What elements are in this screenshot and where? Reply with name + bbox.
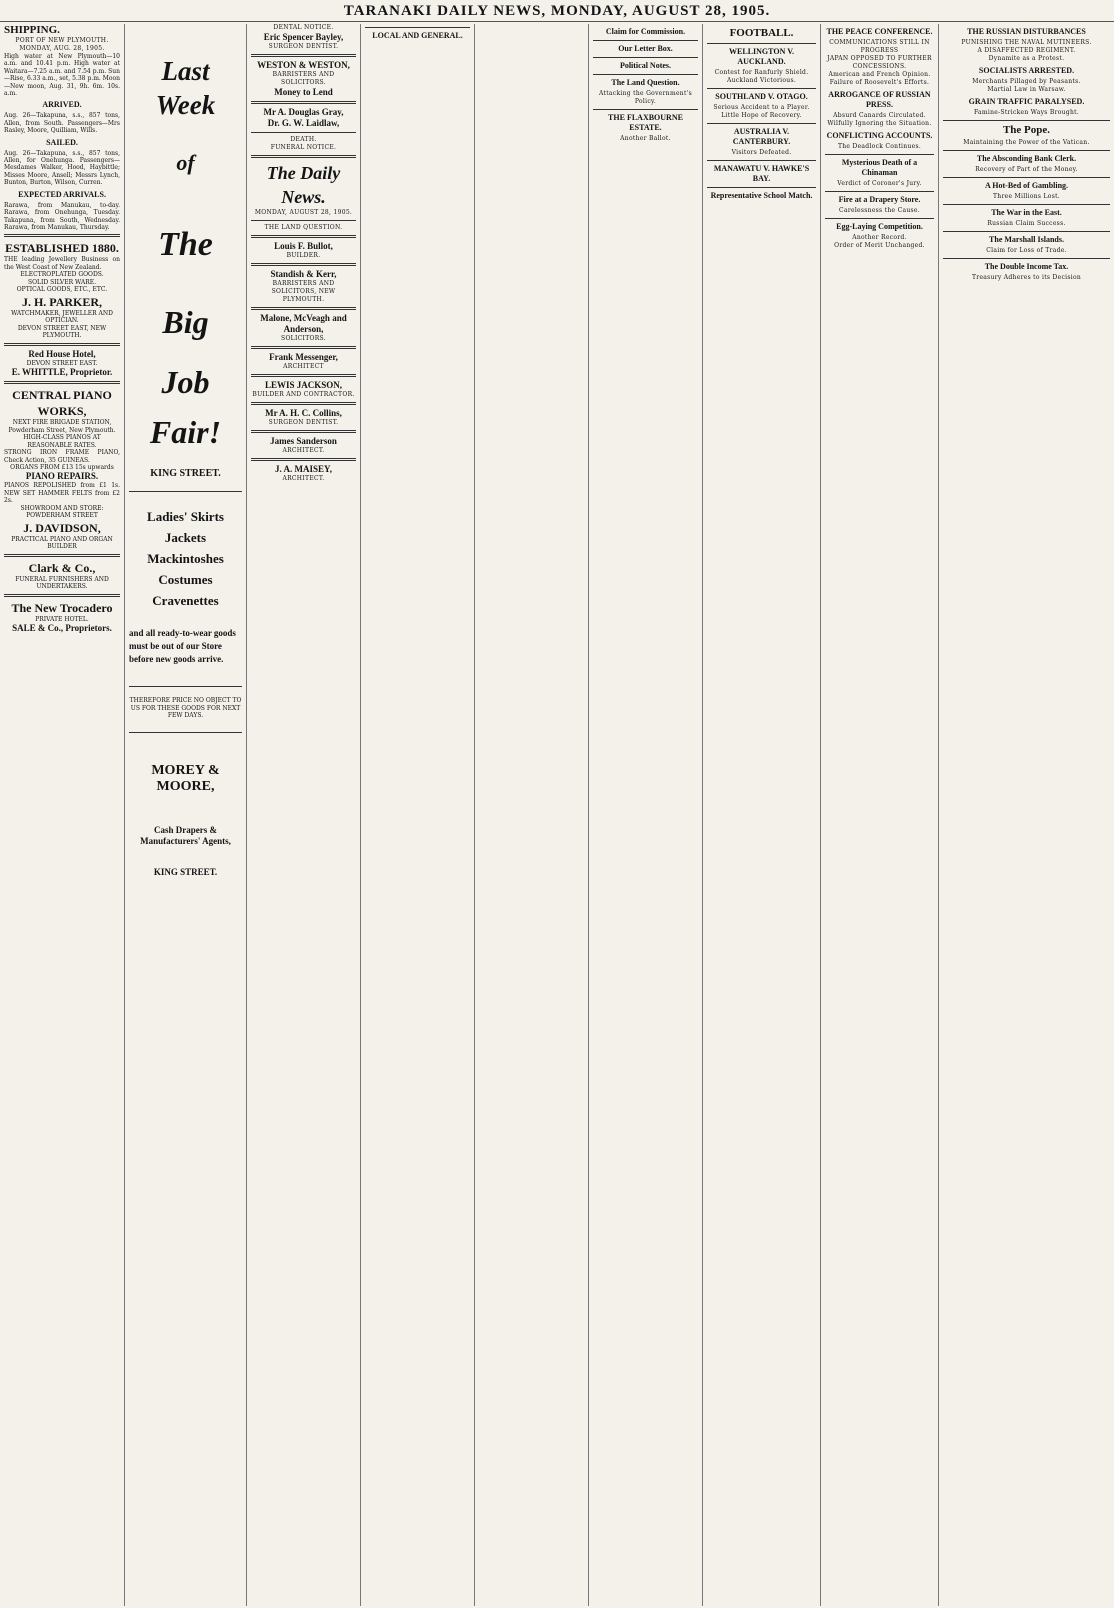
expected-heading: EXPECTED ARRIVALS. xyxy=(18,189,106,199)
redhouse-address: DEVON STREET EAST. xyxy=(26,359,98,367)
repairs-text: PIANOS REPOLISHED from £1 1s. NEW SET HAMMER FELTS from £2 2s. xyxy=(4,482,120,505)
income-tax-heading: The Double Income Tax. xyxy=(984,262,1069,271)
carelessness-sub: Carelessness the Cause. xyxy=(839,207,920,214)
optical-text: OPTICAL GOODS, ETC., ETC. xyxy=(16,286,108,294)
job-text: Job xyxy=(161,364,210,400)
column-shipping xyxy=(0,24,124,1606)
column-commission xyxy=(588,24,702,1606)
central-piano-name: CENTRAL PIANO WORKS, xyxy=(12,388,112,419)
messenger-trade: ARCHITECT xyxy=(283,363,324,370)
daily-news-heading: The Daily News. xyxy=(266,163,341,207)
maisey-trade: ARCHITECT. xyxy=(282,475,325,482)
land-question-heading-2: The Land Question. xyxy=(611,78,680,87)
gambling-heading: A Hot-Bed of Gambling. xyxy=(984,181,1069,190)
weston-trade: BARRISTERS AND SOLICITORS. xyxy=(272,71,335,86)
punishing-sub: PUNISHING THE NAVAL MUTINEERS. xyxy=(961,39,1092,46)
port-heading: PORT OF NEW PLYMOUTH. xyxy=(15,37,109,44)
arrived-heading: ARRIVED. xyxy=(42,100,82,110)
money-to-lend: Money to Lend xyxy=(274,87,333,97)
weston-name: WESTON & WESTON, xyxy=(257,60,350,70)
trocadero-type: PRIVATE HOTEL. xyxy=(35,615,89,623)
parker-address: DEVON STREET EAST, NEW PLYMOUTH. xyxy=(17,324,107,340)
socialists-heading: SOCIALISTS ARRESTED. xyxy=(978,66,1075,75)
little-hope-sub: Little Hope of Recovery. xyxy=(721,112,802,119)
egg-laying-heading: Egg-Laying Competition. xyxy=(836,222,923,231)
japan-opposed-sub: JAPAN OPPOSED TO FURTHER CONCESSIONS. xyxy=(827,55,932,70)
three-millions-sub: Three Millions Lost. xyxy=(992,193,1061,200)
absconding-heading: The Absconding Bank Clerk. xyxy=(976,154,1077,163)
redhouse-name: Red House Hotel, xyxy=(28,348,96,359)
column-football xyxy=(702,24,820,1606)
fair-text: Fair! xyxy=(149,414,222,450)
peace-conference-heading: THE PEACE CONFERENCE. xyxy=(826,27,933,36)
claim-loss-sub: Claim for Loss of Trade. xyxy=(986,247,1067,254)
malone-name: Malone, McVeagh and Anderson, xyxy=(260,313,347,334)
morey-moore-trade: Cash Drapers & Manufacturers' Agents, xyxy=(140,824,231,846)
wellington-auckland-heading: WELLINGTON V. AUCKLAND. xyxy=(729,47,794,66)
deadlock-sub: The Deadlock Continues. xyxy=(837,143,922,150)
collins-trade: SURGEON DENTIST. xyxy=(268,419,339,426)
standish-trade: BARRISTERS AND SOLICITORS, NEW PLYMOUTH. xyxy=(271,280,336,303)
flaxbourne-heading: THE FLAXBOURNE ESTATE. xyxy=(608,113,683,132)
marshall-heading: The Marshall Islands. xyxy=(989,235,1064,244)
davidson-name: J. DAVIDSON, xyxy=(23,520,101,535)
manawatu-hawkes-heading: MANAWATU V. HAWKE'S BAY. xyxy=(713,164,810,183)
bullot-name: Louis F. Bullot, xyxy=(274,241,333,251)
dental-notice: DENTAL NOTICE. xyxy=(273,24,334,31)
column-local-general xyxy=(360,24,474,1606)
arrived-text: Aug. 26—Takapuna, s.s., 857 tons, Allen, from South. Passengers—Mrs Rasley, Moore, Quilliam, Wills. xyxy=(4,112,120,135)
drapery-fire-heading: Fire at a Drapery Store. xyxy=(838,195,921,204)
jackets: Jackets xyxy=(164,530,207,546)
column-russian xyxy=(938,24,1114,1606)
column-general-news xyxy=(474,24,588,1606)
flaxbourne-sub: Another Ballot. xyxy=(620,135,671,142)
merchants-sub: Merchants Pillaged by Peasants. xyxy=(972,78,1081,85)
sanderson-name: James Sanderson xyxy=(270,436,337,446)
masthead-title: TARANAKI DAILY NEWS, MONDAY, AUGUST 28, 1905. xyxy=(343,3,771,19)
whittle-name: E. WHITTLE, Proprietor. xyxy=(11,367,113,378)
big-text: Big xyxy=(162,304,209,340)
sailed-heading: SAILED. xyxy=(46,137,78,147)
auckland-victorious: Auckland Victorious. xyxy=(726,77,797,84)
recovery-sub: Recovery of Part of the Money. xyxy=(975,166,1078,173)
sanderson-trade: ARCHITECT. xyxy=(282,447,325,454)
bullot-trade: BUILDER. xyxy=(286,252,321,259)
collins-name: Mr A. H. C. Collins, xyxy=(265,408,342,418)
standish-name: Standish & Kerr, xyxy=(270,269,337,279)
pope-heading: The Pope. xyxy=(1002,124,1051,136)
masthead xyxy=(0,0,1114,22)
bayley-trade: SURGEON DENTIST. xyxy=(268,43,339,50)
political-notes-heading: Political Notes. xyxy=(619,61,672,70)
ladies-skirts: Ladies' Skirts xyxy=(147,509,224,525)
claim-commission-heading: Claim for Commission. xyxy=(605,27,686,36)
funeral-heading: FUNERAL NOTICE. xyxy=(270,144,337,151)
football-heading: FOOTBALL. xyxy=(729,27,794,39)
arrogance-heading: ARROGANCE OF RUSSIAN PRESS. xyxy=(828,90,931,109)
costumes: Costumes xyxy=(158,572,213,588)
column-professional xyxy=(246,24,360,1606)
king-street-text: KING STREET. xyxy=(150,468,221,479)
of-text: of xyxy=(176,150,195,175)
clark-trade: FUNERAL FURNISHERS AND UNDERTAKERS. xyxy=(15,575,109,591)
order-merit-sub: Order of Merit Unchanged. xyxy=(834,242,925,249)
maisey-name: J. A. MAISEY, xyxy=(275,464,332,474)
sailed-text: Aug. 26—Takapuna, s.s., 857 tons, Allen, for Onehunga. Passengers—Mesdames Walker, Hood, Haybittle; Misses Moore, Ansell; Messrs Lynch, Bunton, Burton, Wilson, Curren. xyxy=(4,149,120,187)
electroplated-text: ELECTROPLATED GOODS. xyxy=(20,271,104,279)
vatican-sub: Maintaining the Power of the Vatican. xyxy=(963,139,1090,146)
expected-text: Rarawa, from Manukau, to-day. Rarawa, from Onehunga, Tuesday. Takapuna, from South, Wednesday. Rarawa, from Manukau, Thursday. xyxy=(4,201,120,231)
trocadero-name: The New Trocadero xyxy=(11,600,113,615)
conflicting-heading: CONFLICTING ACCOUNTS. xyxy=(826,131,933,140)
grain-heading: GRAIN TRAFFIC PARALYSED. xyxy=(968,97,1085,106)
central-piano-address: NEXT FIRE BRIGADE STATION, Powderham Street, New Plymouth. xyxy=(8,419,116,434)
shipping-heading: SHIPPING. xyxy=(4,24,60,36)
treasury-sub: Treasury Adheres to its Decision xyxy=(971,274,1082,281)
local-general-heading: LOCAL AND GENERAL. xyxy=(372,31,463,40)
another-record-sub: Another Record. xyxy=(852,234,907,241)
war-east-heading: The War in the East. xyxy=(991,208,1062,217)
australia-canterbury-heading: AUSTRALIA V. CANTERBURY. xyxy=(732,127,791,146)
last-week-text: Last Week xyxy=(155,56,216,120)
laidlaw-name: Dr. G. W. Laidlaw, xyxy=(267,118,340,128)
shipping-date: MONDAY, AUG. 28, 1905. xyxy=(19,45,105,52)
leading-text: THE leading Jewellery Business on the West Coast of New Zealand. xyxy=(4,256,120,271)
letter-box-heading: Our Letter Box. xyxy=(618,44,673,53)
malone-trade: SOLICITORS. xyxy=(281,335,326,342)
lewis-name: LEWIS JACKSON, xyxy=(264,380,343,390)
famine-sub: Famine-Stricken Ways Brought. xyxy=(973,109,1080,116)
the-text: The xyxy=(158,226,213,263)
pianos-text: HIGH-CLASS PIANOS AT REASONABLE RATES. xyxy=(23,434,101,449)
showroom-text: SHOWROOM AND STORE: POWDERHAM STREET xyxy=(20,504,104,520)
parker-name: J. H. PARKER, xyxy=(21,294,103,309)
morey-moore-name: MOREY & MOORE, xyxy=(151,762,220,794)
martial-sub: Martial Law in Warsaw. xyxy=(987,86,1066,93)
silver-text: SOLID SILVER WARE. xyxy=(28,278,96,286)
tides-text: High water at New Plymouth—10 a.m. and 10.41 p.m. High water at Waitara—7.25 a.m. and 7.54 p.m. Sun—Rise, 6.33 a.m., set, 5.38 p.m. Moon—New moon, Aug. 31, 9h. 6m. 10s. a.m. xyxy=(4,53,120,98)
death-heading: DEATH. xyxy=(290,136,317,143)
communications-sub: COMMUNICATIONS STILL IN PROGRESS xyxy=(829,39,930,54)
failure-sub: Failure of Roosevelt's Efforts. xyxy=(829,79,930,86)
messenger-name: Frank Messenger, xyxy=(269,352,338,362)
lewis-trade: BUILDER AND CONTRACTOR. xyxy=(252,391,355,398)
column-job-fair-ad xyxy=(124,24,246,1606)
american-french-sub: American and French Opinion. xyxy=(828,71,931,78)
land-question-sub: Attacking the Government's Policy. xyxy=(598,90,692,105)
absurd-canards-sub: Absurd Canards Circulated. xyxy=(833,112,926,119)
davidson-trade: PRACTICAL PIANO AND ORGAN BUILDER xyxy=(11,535,113,551)
clark-name: Clark & Co., xyxy=(28,560,96,575)
ranfurly-sub: Contest for Ranfurly Shield. xyxy=(714,69,809,76)
russian-claim-sub: Russian Claim Success. xyxy=(987,220,1066,227)
southland-otago-heading: SOUTHLAND V. OTAGO. xyxy=(715,92,808,101)
strong-piano-text: STRONG IRON FRAME PIANO, Check Action, 35 GUINEAS. xyxy=(4,449,120,464)
wilfully-sub: Wilfully Ignoring the Situation. xyxy=(827,120,932,127)
bayley-name: Eric Spencer Bayley, xyxy=(263,32,344,42)
land-question-heading: THE LAND QUESTION. xyxy=(264,224,343,231)
gray-name: Mr A. Douglas Gray, xyxy=(263,107,344,117)
daily-news-date: MONDAY, AUGUST 28, 1905. xyxy=(254,209,353,216)
russian-heading: THE RUSSIAN DISTURBANCES xyxy=(967,27,1086,36)
cravenettes: Cravenettes xyxy=(152,593,219,609)
column-peace-conference xyxy=(820,24,938,1606)
and-all-text: and all ready-to-wear goods must be out of our Store before new goods arrive. xyxy=(129,628,236,665)
serious-accident-sub: Serious Accident to a Player. xyxy=(713,104,810,111)
morey-moore-address: KING STREET. xyxy=(153,866,218,877)
parker-trade: WATCHMAKER, JEWELLER AND OPTICIAN. xyxy=(11,309,113,325)
established-heading: ESTABLISHED 1880. xyxy=(5,241,119,256)
visitors-defeated: Visitors Defeated. xyxy=(731,149,792,156)
repairs-heading: PIANO REPAIRS. xyxy=(25,471,99,482)
therefore-text: THEREFORE PRICE NO OBJECT TO US FOR THESE GOODS FOR NEXT FEW DAYS. xyxy=(129,697,242,720)
sale-proprietors: SALE & Co., Proprietors. xyxy=(12,623,112,634)
organs-text: ORGANS FROM £13 15s upwards xyxy=(10,463,114,471)
dynamite-sub: Dynamite as a Protest. xyxy=(988,55,1065,62)
disaffected-sub: A DISAFFECTED REGIMENT. xyxy=(977,47,1076,54)
school-match-heading: Representative School Match. xyxy=(710,191,813,200)
verdict-sub: Verdict of Coroner's Jury. xyxy=(837,180,922,187)
mackintoshes: Mackintoshes xyxy=(147,551,224,567)
mysterious-death-heading: Mysterious Death of a Chinaman xyxy=(841,158,918,177)
